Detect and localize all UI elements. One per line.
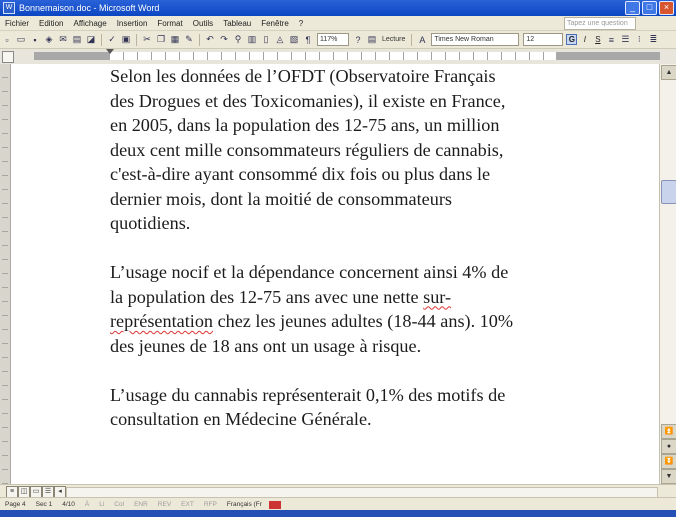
text-line: L’usage du cannabis représenterait 0,1% des motifs de: [110, 384, 506, 405]
ruler-left-margin: [34, 52, 110, 60]
toolbar-separator: [136, 34, 137, 46]
help-icon[interactable]: ?: [355, 34, 361, 45]
scroll-left-arrow-icon[interactable]: ◂: [54, 486, 66, 498]
status-mode-ext[interactable]: EXT: [181, 501, 194, 508]
horizontal-ruler[interactable]: [0, 49, 676, 65]
horizontal-scrollbar[interactable]: [0, 484, 676, 498]
menu-bar: [0, 16, 676, 31]
paste-icon[interactable]: ▦: [170, 34, 180, 44]
document-body[interactable]: [110, 64, 590, 432]
menu-help[interactable]: ?: [298, 18, 304, 28]
undo-icon[interactable]: ↶: [206, 34, 214, 44]
text-line: des jeunes de 18 ans ont un usage à risque.: [110, 335, 422, 356]
menu-fenetre[interactable]: Fenêtre: [261, 18, 289, 28]
status-mode-enr[interactable]: ENR: [134, 501, 148, 508]
toolbar-separator: [101, 34, 102, 46]
redo-icon[interactable]: ↷: [220, 34, 228, 44]
minimize-button[interactable]: _: [625, 1, 640, 15]
text-line: L’usage nocif et la dépendance concernent ainsi 4% de: [110, 262, 509, 282]
underline-button[interactable]: S: [595, 35, 601, 44]
new-document-icon[interactable]: ▫: [5, 34, 9, 45]
italic-button[interactable]: I: [583, 35, 586, 44]
menu-format[interactable]: Format: [157, 18, 183, 28]
permission-icon[interactable]: ◈: [45, 34, 53, 44]
maximize-button[interactable]: □: [642, 1, 657, 15]
status-bar: [0, 497, 676, 511]
tab-selector-icon[interactable]: [2, 51, 14, 63]
text-line: la population des 12-75 ans avec une nette: [110, 286, 424, 307]
justify-icon[interactable]: ☰: [621, 34, 630, 44]
research-icon[interactable]: ▣: [121, 34, 131, 44]
status-position: À: [84, 501, 90, 508]
title-bar: [0, 0, 676, 16]
status-mode-rev[interactable]: REV: [157, 501, 172, 508]
reading-mode-button[interactable]: Lecture: [382, 36, 406, 43]
normal-view-icon[interactable]: ≡: [6, 486, 18, 498]
word-app-icon[interactable]: W: [3, 2, 15, 14]
menu-insertion[interactable]: Insertion: [116, 18, 148, 28]
menu-tableau[interactable]: Tableau: [223, 18, 252, 28]
zoom-select[interactable]: 117%: [317, 33, 349, 46]
font-name-select[interactable]: Times New Roman: [431, 33, 519, 46]
text-line: des Drogues et des Toxicomanies), il existe en France,: [110, 90, 506, 111]
menu-fichier[interactable]: Fichier: [5, 18, 30, 28]
show-hide-icon[interactable]: ¶: [305, 34, 311, 45]
status-page-count: 4/10: [62, 501, 75, 508]
text-line: consultation en Médecine Générale.: [110, 409, 372, 429]
outline-view-icon[interactable]: ☰: [42, 486, 54, 498]
menu-affichage[interactable]: Affichage: [73, 18, 107, 28]
print-layout-icon[interactable]: ▭: [30, 486, 42, 498]
close-button[interactable]: ×: [659, 1, 674, 15]
save-icon[interactable]: ▪: [33, 34, 37, 45]
status-section: Sec 1: [35, 501, 53, 508]
paragraph-ofdt[interactable]: [110, 64, 590, 236]
taskbar: [0, 510, 676, 517]
numbering-icon[interactable]: ≣: [649, 34, 658, 44]
toolbar-separator: [411, 34, 412, 46]
text-line: Selon les données de l’OFDT (Observatoire Français: [110, 66, 496, 86]
open-folder-icon[interactable]: ▭: [16, 34, 26, 44]
status-mode-rfp[interactable]: RFP: [203, 501, 217, 508]
vertical-scrollbar[interactable]: [659, 64, 676, 484]
styles-icon[interactable]: A: [419, 34, 426, 45]
text-line: dernier mois, dont la moitié de consommateurs: [110, 188, 452, 209]
status-line: Li: [99, 501, 105, 508]
scroll-thumb[interactable]: [661, 180, 676, 204]
print-icon[interactable]: ▤: [72, 34, 82, 44]
bold-button[interactable]: G: [566, 34, 577, 45]
help-question-input[interactable]: Tapez une question: [564, 17, 636, 30]
vertical-ruler-ticks: [2, 64, 8, 484]
paragraph-motifs-consultation[interactable]: [110, 383, 590, 432]
web-layout-icon[interactable]: ◫: [18, 486, 30, 498]
status-column: Col: [114, 501, 125, 508]
text-line: chez les jeunes adultes (18-44 ans). 10%: [213, 311, 514, 331]
toolbar: [0, 31, 676, 49]
indent-marker-icon[interactable]: [106, 49, 114, 54]
scroll-up-arrow-icon[interactable]: ▲: [661, 65, 676, 80]
bullets-icon[interactable]: ⁝: [637, 34, 641, 44]
previous-page-icon[interactable]: ⏫: [661, 424, 676, 439]
font-size-select[interactable]: 12: [523, 33, 563, 46]
status-page: Page 4: [5, 501, 26, 508]
scroll-down-arrow-icon[interactable]: ▼: [661, 469, 676, 484]
print-preview-icon[interactable]: ◪: [86, 34, 96, 44]
document-map-icon[interactable]: ▧: [289, 34, 299, 44]
spelling-flagged-word[interactable]: sur-: [423, 286, 452, 307]
paragraph-usage-nocif[interactable]: [110, 260, 590, 358]
email-icon[interactable]: ✉: [59, 34, 67, 44]
spelling-status-icon[interactable]: [269, 501, 281, 509]
ruler-right-margin: [556, 52, 660, 60]
text-line: c'est-à-dire ayant consommé dix fois ou plus dans le: [110, 164, 491, 184]
columns-icon[interactable]: ▯: [263, 34, 269, 44]
menu-outils[interactable]: Outils: [192, 18, 214, 28]
browse-object-icon[interactable]: ●: [661, 439, 676, 454]
align-left-icon[interactable]: ≡: [608, 34, 614, 45]
text-line: deux cent mille consommateurs réguliers de cannabis,: [110, 139, 504, 160]
text-line: en 2005, dans la population des 12-75 ans, un million: [110, 115, 500, 135]
next-page-icon[interactable]: ⏬: [661, 454, 676, 469]
reading-mode-icon[interactable]: ▤: [367, 34, 377, 44]
text-line: quotidiens.: [110, 213, 191, 233]
vertical-ruler: [0, 64, 11, 484]
copy-icon[interactable]: ❐: [156, 34, 166, 44]
ruler-ticks: [110, 52, 556, 60]
format-painter-icon[interactable]: ✎: [185, 34, 193, 44]
cut-icon[interactable]: ✂: [143, 34, 151, 44]
window-title: Bonnemaison.doc - Microsoft Word: [19, 3, 160, 13]
spelling-flagged-word[interactable]: représentation: [110, 311, 214, 331]
table-icon[interactable]: ▥: [247, 34, 257, 44]
document-page[interactable]: [11, 64, 659, 484]
spelling-icon[interactable]: ✓: [108, 34, 116, 44]
status-language[interactable]: Français (Fr: [226, 501, 262, 508]
toolbar-separator: [199, 34, 200, 46]
drawing-icon[interactable]: ◬: [276, 34, 284, 44]
menu-edition[interactable]: Edition: [39, 18, 64, 28]
hyperlink-icon[interactable]: ⚲: [234, 34, 242, 44]
